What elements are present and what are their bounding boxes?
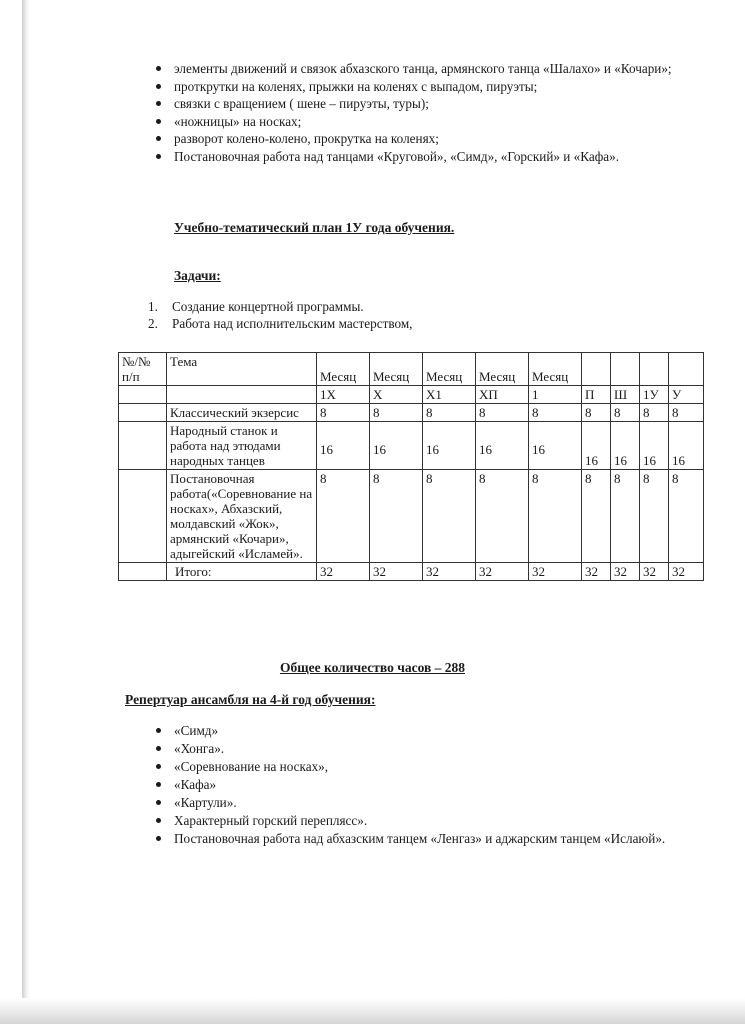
header-topic: Тема — [167, 353, 317, 386]
movements-list — [152, 60, 692, 165]
tasks-list — [148, 298, 412, 332]
header-month: Месяц — [370, 353, 423, 386]
list-item: элементы движений и связок абхазского танца, армянского танца «Шалахо» и «Кочари»; — [152, 60, 692, 78]
list-item: проткрутки на коленях, прыжки на коленях с выпадом, пируэты; — [152, 78, 692, 96]
row-topic: Классический экзерсис — [167, 404, 317, 422]
header-month: Месяц — [317, 353, 370, 386]
table-cell: 8 — [640, 404, 669, 422]
table-cell: 8 — [476, 404, 529, 422]
table-cell: 32 — [582, 563, 611, 581]
table-cell: 16 — [669, 422, 704, 470]
list-item — [148, 315, 412, 332]
tasks-heading: Задачи: — [174, 268, 221, 283]
table-cell — [119, 563, 167, 581]
table-cell: 16 — [423, 422, 476, 470]
header-month: Месяц — [476, 353, 529, 386]
table-cell: 16 — [582, 422, 611, 470]
header-empty — [582, 353, 611, 386]
table-cell: 8 — [669, 470, 704, 563]
repertoire-heading: Репертуар ансамбля на 4-й год обучения: — [125, 692, 376, 707]
task-text: Создание концертной программы. — [172, 299, 364, 314]
table-cell: 8 — [582, 404, 611, 422]
table-cell: 8 — [423, 470, 476, 563]
table-header-row — [119, 353, 704, 386]
page-edge-shadow — [22, 0, 30, 1024]
table-cell: 8 — [529, 470, 582, 563]
quarter-code: У — [669, 386, 704, 404]
month-code: 1Х — [317, 386, 370, 404]
table-cell: 8 — [640, 470, 669, 563]
table-cell — [119, 422, 167, 470]
list-item: связки с вращением ( шене – пируэты, туры); — [152, 95, 692, 113]
total-hours-heading: Общее количество часов – 288 — [279, 660, 466, 675]
list-item: «Соревнование на носках», — [152, 758, 692, 776]
table-cell: 32 — [529, 563, 582, 581]
table-cell: 16 — [370, 422, 423, 470]
month-code: 1 — [529, 386, 582, 404]
table-cell: 32 — [611, 563, 640, 581]
table-row — [119, 404, 704, 422]
header-month: Месяц — [529, 353, 582, 386]
table-cell: 32 — [669, 563, 704, 581]
table-cell: 8 — [611, 470, 640, 563]
table-cell: 32 — [317, 563, 370, 581]
table-cell: 32 — [423, 563, 476, 581]
table-cell: 16 — [640, 422, 669, 470]
table-cell: 8 — [317, 404, 370, 422]
task-text: Работа над исполнительским мастерством, — [172, 316, 413, 331]
table-cell: 16 — [317, 422, 370, 470]
table-total-row — [119, 563, 704, 581]
table-cell: 32 — [640, 563, 669, 581]
quarter-code: 1У — [640, 386, 669, 404]
month-code: Х — [370, 386, 423, 404]
list-item: «ножницы» на носках; — [152, 113, 692, 131]
table-cell: 8 — [370, 470, 423, 563]
table-cell — [119, 404, 167, 422]
table-row — [119, 422, 704, 470]
task-number: 2. — [148, 316, 158, 331]
table-cell: 8 — [529, 404, 582, 422]
table-cell — [119, 470, 167, 563]
total-label: Итого: — [167, 563, 317, 581]
header-empty — [611, 353, 640, 386]
month-code: Х1 — [423, 386, 476, 404]
table-cell: 32 — [476, 563, 529, 581]
table-cell: 32 — [370, 563, 423, 581]
table-cell: 8 — [423, 404, 476, 422]
table-cell: 16 — [529, 422, 582, 470]
table-cell: 8 — [669, 404, 704, 422]
list-item: Постановочная работа над абхазским танцем «Ленгаз» и аджарским танцем «Ислаюй». — [152, 830, 692, 848]
table-row — [119, 470, 704, 563]
header-empty — [640, 353, 669, 386]
table-cell: 8 — [611, 404, 640, 422]
curriculum-table — [118, 352, 704, 581]
header-month: Месяц — [423, 353, 476, 386]
table-cell: 16 — [476, 422, 529, 470]
table-cell: 16 — [611, 422, 640, 470]
list-item: «Хонга». — [152, 740, 692, 758]
table-cell — [167, 386, 317, 404]
header-empty — [669, 353, 704, 386]
plan-heading: Учебно-тематический план 1У года обучения. — [174, 220, 455, 235]
row-topic: Постановочная работа(«Соревнование на носках», Абхазский, молдавский «Жок», армянский «Кочари», адыгейский «Исламей». — [167, 470, 317, 563]
month-code: ХП — [476, 386, 529, 404]
quarter-code: П — [582, 386, 611, 404]
task-number: 1. — [148, 299, 158, 314]
list-item — [148, 298, 412, 315]
list-item: «Кафа» — [152, 776, 692, 794]
list-item: Характерный горский переплясс». — [152, 812, 692, 830]
list-item: Постановочная работа над танцами «Круговой», «Симд», «Горский» и «Кафа». — [152, 148, 692, 166]
list-item: разворот колено-колено, прокрутка на коленях; — [152, 130, 692, 148]
quarter-code: Ш — [611, 386, 640, 404]
table-cell: 8 — [476, 470, 529, 563]
row-topic: Народный станок и работа над этюдами народных танцев — [167, 422, 317, 470]
table-cell: 8 — [370, 404, 423, 422]
table-cell — [119, 386, 167, 404]
page-bottom-edge — [0, 998, 745, 1024]
list-item: «Картули». — [152, 794, 692, 812]
list-item: «Симд» — [152, 722, 692, 740]
table-subheader-row — [119, 386, 704, 404]
table-cell: 8 — [582, 470, 611, 563]
repertoire-list — [152, 722, 692, 848]
table-cell: 8 — [317, 470, 370, 563]
header-number: №/№ п/п — [119, 353, 167, 386]
